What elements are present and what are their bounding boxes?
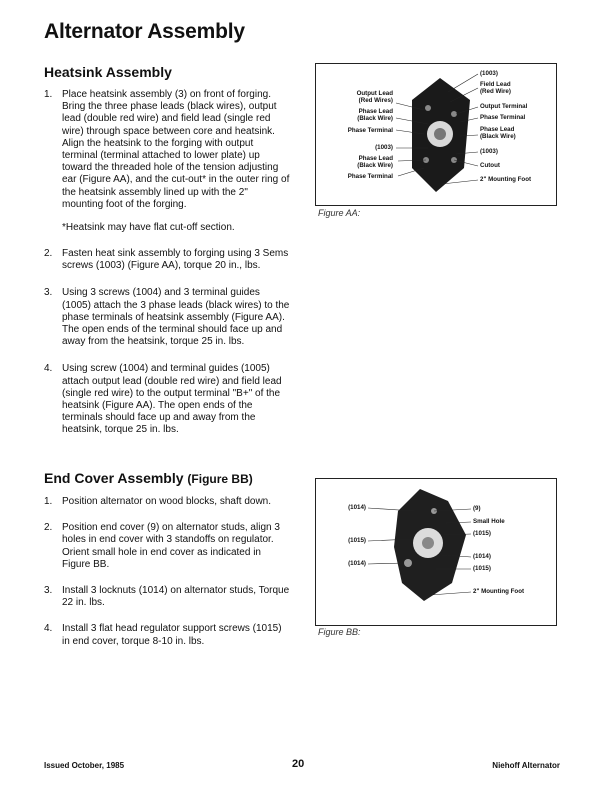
alternator-end-cover-illustration	[316, 479, 556, 625]
step-text: Position end cover (9) on alternator studs, align 3 holes in end cover with 3 standoffs on regulator. Orient small hole in end cover as indicated in Figure BB.	[62, 522, 280, 570]
footer-issued-date: Issued October, 1985	[44, 761, 125, 770]
label-small-hole: Small Hole	[473, 518, 505, 525]
label-1014: (1014)	[473, 553, 491, 560]
label-1003: (1003)	[480, 70, 498, 77]
step-number: 4.	[44, 363, 53, 375]
step-text: Install 3 locknuts (1014) on alternator studs, Torque 22 in. lbs.	[62, 585, 290, 609]
list-item	[44, 363, 290, 436]
label-mounting-foot: 2" Mounting Foot	[473, 588, 525, 595]
label-phase-terminal: Phase Terminal	[480, 114, 526, 121]
step-number: 1.	[44, 496, 53, 507]
label-mounting-foot: 2" Mounting Foot	[480, 176, 532, 183]
list-item	[44, 585, 290, 609]
label-phase-lead: Phase Lead (Black Wire)	[357, 108, 393, 122]
end-cover-figure-ref: (Figure BB)	[187, 472, 253, 486]
step-number: 1.	[44, 89, 53, 100]
page-title: Alternator Assembly	[44, 20, 245, 43]
figure-bb-caption: Figure BB:	[318, 627, 361, 637]
step-text: Install 3 flat head regulator support screws (1015) in end cover, torque 8-10 in. lbs.	[62, 623, 282, 647]
label-1015: (1015)	[473, 530, 491, 537]
heatsink-steps	[44, 89, 290, 437]
step-text: Place heatsink assembly (3) on front of forging. Bring the three phase leads (black wires), output lead (double red wire) and field lead (single red wire) through space between core and heatsink. Align the heatsink to the forging with output terminal (terminal attached to lower plate) up toward the threaded hole of the tension adjusting ear (Figure AA), and the cut-out* in the outer ring of the heatsink assembly lined up with the 2" mounting foot of the forging.	[62, 89, 290, 210]
label-1015: (1015)	[348, 537, 366, 544]
figure-aa-caption: Figure AA:	[318, 208, 361, 218]
step-number: 2.	[44, 522, 53, 534]
heatsink-note: *Heatsink may have flat cut-off section.	[62, 222, 235, 234]
list-item	[44, 287, 290, 348]
label-1015: (1015)	[473, 565, 491, 572]
list-item	[44, 496, 290, 508]
label-output-lead: Output Lead (Red Wires)	[356, 90, 393, 104]
figure-aa	[315, 63, 557, 206]
step-text: Fasten heat sink assembly to forging using 3 Sems screws (1003) (Figure AA), torque 20 in., lbs.	[62, 248, 289, 272]
label-1014: (1014)	[348, 504, 366, 511]
page-number: 20	[292, 758, 305, 770]
step-number: 3.	[44, 287, 53, 299]
label-phase-lead: Phase Lead (Black Wire)	[480, 126, 516, 140]
list-item	[44, 89, 290, 211]
step-number: 4.	[44, 623, 53, 635]
label-phase-terminal: Phase Terminal	[347, 173, 393, 180]
figure-bb	[315, 478, 557, 626]
label-phase-lead: Phase Lead (Black Wire)	[357, 155, 393, 169]
step-text: Using screw (1004) and terminal guides (1005) attach output lead (double red wire) and field lead (single red wire) to the output terminal "B+" of the heatsink (Figure AA). The open ends of the terminals should face up and away from the heatsink, torque 25 in. lbs.	[62, 363, 282, 436]
footer-product-name: Niehoff Alternator	[492, 761, 560, 770]
label-cutout: Cutout	[480, 162, 500, 169]
heatsink-heading: Heatsink Assembly	[44, 64, 172, 80]
list-item	[44, 623, 290, 647]
list-item	[44, 522, 290, 571]
step-text: Position alternator on wood blocks, shaft down.	[62, 496, 272, 507]
step-text: Using 3 screws (1004) and 3 terminal guides (1005) attach the 3 phase leads (black wires) to the phase terminals of heatsink assembly (Figure AA). The open ends of the terminal should face up and away from the heatsink, torque 25 in. lbs.	[62, 287, 290, 348]
label-field-lead: Field Lead (Red Wire)	[480, 81, 511, 95]
step-number: 2.	[44, 248, 53, 260]
label-output-terminal: Output Terminal	[480, 103, 528, 110]
end-cover-heading	[44, 470, 253, 486]
label-1003: (1003)	[480, 148, 498, 155]
label-9: (9)	[473, 505, 481, 512]
label-phase-terminal: Phase Terminal	[347, 127, 393, 134]
list-item	[44, 248, 290, 272]
end-cover-title: End Cover Assembly	[44, 470, 184, 486]
step-number: 3.	[44, 585, 53, 597]
label-1003: (1003)	[375, 144, 393, 151]
end-cover-steps	[44, 496, 290, 648]
label-1014: (1014)	[348, 560, 366, 567]
